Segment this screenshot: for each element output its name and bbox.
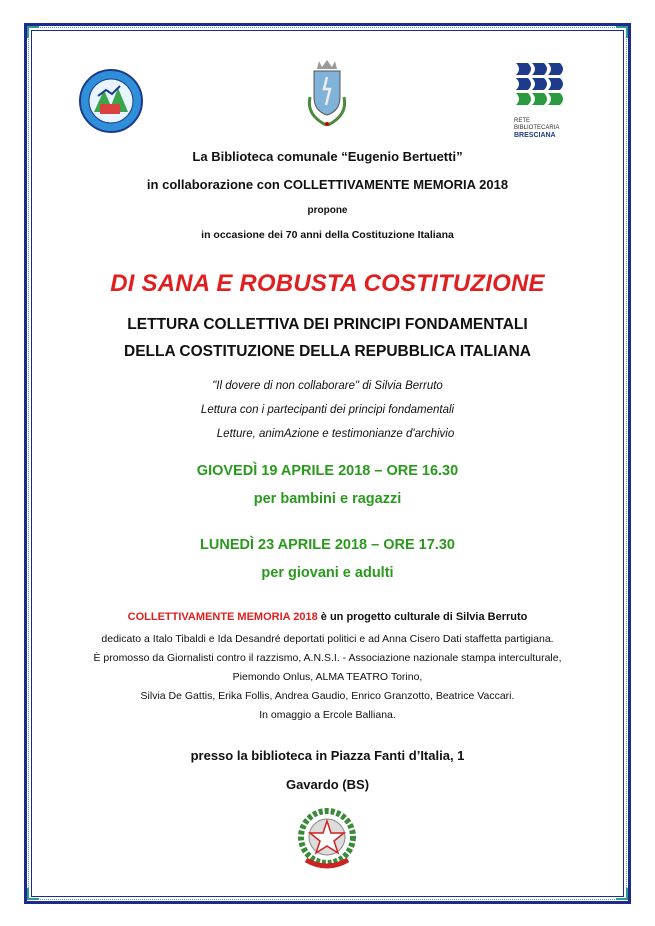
program-item-2: Lettura con i partecipanti dei principi fondamentali: [200, 404, 455, 416]
location-line-2: Gavardo (BS): [285, 777, 370, 792]
subtitle-line-2: DELLA COSTITUZIONE DELLA REPUBBLICA ITALIANA: [124, 343, 531, 360]
header-line-2: in collaborazione con COLLETTIVAMENTE MEMORIA 2018: [146, 177, 509, 192]
subtitle-line-1: LETTURA COLLETTIVA DEI PRINCIPI FONDAMENTALI: [127, 316, 528, 333]
page-title: DI SANA E ROBUSTA COSTITUZIONE: [110, 270, 545, 297]
rete-bibliotecaria-bresciana-icon: [514, 61, 572, 139]
program-item-1: "Il dovere di non collaborare" di Silvia Berruto: [212, 380, 443, 392]
corner-ornament: [27, 888, 39, 900]
event-audience-2: per giovani e adulti: [261, 565, 394, 581]
rete-logo-text: BRESCIANA: [514, 132, 556, 139]
corner-ornament: [27, 26, 39, 38]
credits-line-5: Silvia De Gattis, Erika Follis, Andrea Gaudio, Enrico Granzotto, Beatrice Vaccari.: [140, 690, 515, 702]
project-description: è un progetto culturale di Silvia Berruto: [317, 611, 528, 623]
credits-line-1: [40, 611, 615, 623]
header-line-4: in occasione dei 70 anni della Costituzione Italiana: [201, 229, 454, 241]
corner-ornament: [616, 26, 628, 38]
credits-line-6: In omaggio a Ercole Balliana.: [259, 709, 396, 721]
italian-republic-emblem-icon: [294, 806, 360, 872]
credits-line-3: È promosso da Giornalisti contro il razzismo, A.N.S.I. - Associazione nazionale stampa interculturale,: [93, 652, 562, 664]
municipal-coat-of-arms-icon: [302, 57, 352, 131]
corner-ornament: [616, 888, 628, 900]
project-name: COLLETTIVAMENTE MEMORIA 2018: [127, 611, 318, 623]
event-audience-1: per bambini e ragazzi: [253, 491, 402, 507]
event-date-2: LUNEDÌ 23 APRILE 2018 – ORE 17.30: [200, 537, 455, 553]
credits-line-4: Piemondo Onlus, ALMA TEATRO Torino,: [232, 671, 423, 683]
event-date-1: GIOVEDÌ 19 APRILE 2018 – ORE 16.30: [196, 463, 459, 479]
program-item-3: Letture, animAzione e testimonianze d'archivio: [216, 428, 455, 440]
header-line-3: propone: [307, 205, 348, 216]
rete-logo-text: RETE BIBLIOTECARIA: [514, 118, 560, 131]
library-system-seal-icon: [78, 68, 144, 134]
credits-line-2: dedicato a Italo Tibaldi e Ida Desandré deportati politici e ad Anna Cisero Dati staffetta partigiana.: [101, 633, 554, 645]
location-line-1: presso la biblioteca in Piazza Fanti d’Italia, 1: [190, 748, 465, 763]
header-line-1: La Biblioteca comunale “Eugenio Bertuetti”: [192, 149, 463, 164]
